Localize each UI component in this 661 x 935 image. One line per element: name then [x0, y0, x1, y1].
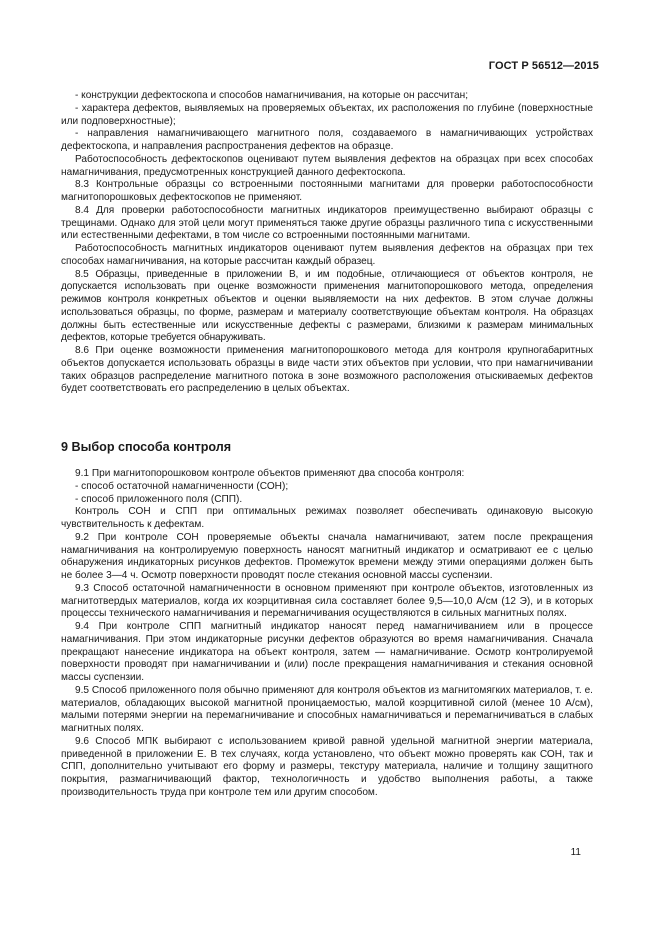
page-number: 11: [570, 847, 581, 858]
paragraph: 9.1 При магнитопорошковом контроле объектов применяют два способа контроля:: [75, 468, 465, 479]
paragraph: - конструкции дефектоскопа и способов намагничивания, на которые он рассчитан;: [75, 90, 469, 101]
section-heading: 9 Выбор способа контроля: [61, 440, 232, 454]
paragraph: 8.3 Контрольные образцы со встроенными постоянными магнитами для проверки работоспособности магнитопорошковых дефектоскопов не применяют.: [61, 179, 593, 203]
section-9-text: [61, 468, 593, 800]
paragraph: Работоспособность дефектоскопов оценивают путем выявления дефектов на образцах при всех способах намагничивания, предусмотренных конструкцией данного дефектоскопа.: [61, 153, 593, 178]
paragraph: 9.4 При контроле СПП магнитный индикатор наносят перед намагничиванием или в процессе намагничивания. При этом индикаторные рисунки дефектов образуются во время намагничивания. Сначала прекращают нанесение индикатора на объект контроля, затем — намагничивание. Осмотр контролируемой поверхности проводят при намагничивании и (или) после прекращения намагничивания и стекания основной массы суспензии.: [61, 621, 593, 683]
list-item: - способ приложенного поля (СПП).: [75, 493, 243, 505]
paragraph: Контроль СОН и СПП при оптимальных режимах позволяет обеспечивать одинаковую высокую чувствительность к дефектам.: [61, 506, 593, 530]
paragraph: 9.5 Способ приложенного поля обычно применяют для контроля объектов из магнитомягких материалов, т. е. материалов, обладающих высокой магнитной проницаемостью, малой коэрцитивной силой (менее 10 А/см), малыми потерями энергии на перемагничивание и способных намагничиваться и перемагничиваться в слабых магнитных полях.: [61, 684, 593, 734]
paragraph: 8.4 Для проверки работоспособности магнитных индикаторов преимущественно выбирают образцы с трещинами. Однако для этой цели могут применяться также другие образцы различного типа с искусственными или естественными дефектами, в том числе со встроенными постоянными магнитами.: [61, 204, 593, 242]
section-8-text: [61, 90, 593, 396]
paragraph: 9.2 При контроле СОН проверяемые объекты сначала намагничивают, затем после прекращения намагничивания на контролируемую поверхность наносят магнитный индикатор и осматривают ее с целью обнаружения индикаторных рисунков дефектов. Промежуток времени между этими операциями должен быть не более 3—4 ч. Осмотр поверхности проводят после стекания основной массы суспензии.: [61, 531, 593, 581]
standard-code-header: ГОСТ Р 56512—2015: [488, 60, 599, 72]
paragraph: 8.6 При оценке возможности применения магнитопорошкового метода для контроля крупногабаритных объектов допускается использовать образцы в виде части этих объектов при условии, что при намагничивании таких образцов распределение магнитного потока в зоне возможного расположения отыскиваемых дефектов будет соответствовать его распределению в целых объектах.: [61, 345, 593, 395]
paragraph: Работоспособность магнитных индикаторов оценивают путем выявления дефектов на образцах при тех способах намагничивания, на которые рассчитан каждый образец.: [61, 243, 593, 267]
paragraph: 9.6 Способ МПК выбирают с использованием кривой равной удельной магнитной энергии материала, приведенной в приложении Е. В тех случаях, когда установлено, что объект можно проверять как СОН, так и СПП, дополнительно учитывают его форму и размеры, текстуру материала, наличие и толщину защитного покрытия, размагничивающий фактор, технологичность и удобство выполнения работы, а также производительность труда при контроле тем или другим способом.: [61, 735, 593, 798]
list-item: - способ остаточной намагниченности (СОН);: [75, 480, 289, 492]
paragraph: - направления намагничивающего магнитного поля, создаваемого в намагничивающих устройствах дефектоскопа, и направления распространения дефектов на образце.: [61, 128, 593, 152]
paragraph: 9.3 Способ остаточной намагниченности в основном применяют при контроле объектов, изготовленных из магнитотвердых материалов, когда их коэрцитивная сила составляет более 9,5—10,0 А/см (12 Э), и в которых процессы технического намагничивания и перемагничивания осуществляются в сильных магнитных полях.: [61, 582, 593, 620]
paragraph: 8.5 Образцы, приведенные в приложении В, и им подобные, отличающиеся от объектов контроля, не допускается использовать при оценке возможности применения магнитопорошкового метода, определения режимов контроля конкретных объектов и оценки выявляемости на них дефектов. В этом случае должны использоваться образцы, по форме, размерам и материалу соответствующие объектам контроля. На образцах должны быть естественные или искусственные дефекты с размерами, близкими к размерам минимальных дефектов, которые требуется обнаруживать.: [61, 268, 593, 344]
paragraph: - характера дефектов, выявляемых на проверяемых объектах, их расположения по глубине (поверхностные или подповерхностные);: [61, 102, 593, 127]
